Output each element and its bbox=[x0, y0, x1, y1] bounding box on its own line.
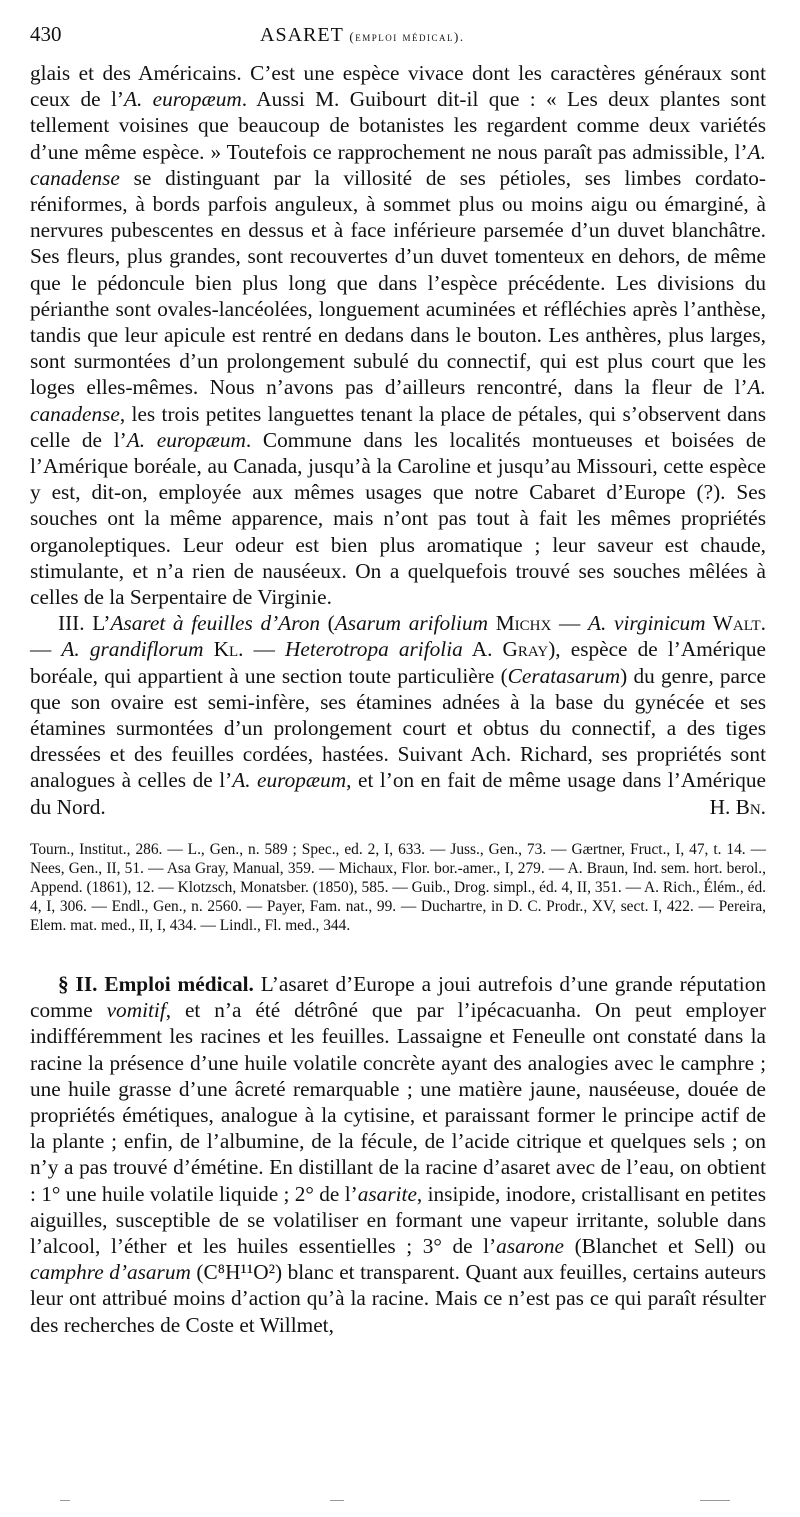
page-number: 430 bbox=[30, 22, 62, 46]
text-run: — bbox=[243, 637, 286, 662]
running-title-sub: (emploi médical). bbox=[349, 29, 465, 44]
taxon-name: Ceratasarum bbox=[507, 663, 621, 688]
author-name: Michx bbox=[488, 611, 552, 636]
text-run: se distinguant par la villosité de ses pétioles, ses limbes cordato-réniformes, à bords parfois anguleux, à sommet plus ou moins aigu ou émarginé, à nervures pubescentes en dessus et à face inférieure parsemée d’un duvet blanchâtre. Ses fleurs, plus grandes, sont recouvertes d’un duvet tomenteux en dehors, de même que le pédoncule bien plus long que dans l’espèce précédente. Les divisions du périanthe sont ovales-lancéolées, longuement acuminées et réfléchies après l’anthèse, tandis que leur apicule est rentré en dedans dans le bouton. Les anthères, plus larges, sont surmontées d’un prolongement subulé du connectif, qui est plus court que les loges elles-mêmes. Nous n’avons pas d’ailleurs rencontré, dans la fleur de l’ bbox=[30, 165, 766, 400]
page-header bbox=[30, 22, 766, 60]
text-run: ), espèce de l’Amérique boréale, qui appartient à une section toute particulière ( bbox=[30, 637, 767, 688]
taxon-name: A. canadense bbox=[30, 375, 766, 426]
running-title bbox=[260, 24, 465, 47]
text-run: ( bbox=[320, 611, 335, 636]
emphasis: asarite bbox=[357, 1181, 417, 1206]
scan-mark bbox=[330, 1500, 344, 1501]
text-run: , insipide, inodore, cristallisant en petites aiguilles, susceptible de se volatiliser en formant une vapeur irritante, soluble dans l’alcool, l’éther et les huiles essentielles ; 3° de l’ bbox=[30, 1181, 766, 1258]
text-run: , et l’on en fait de même usage dans l’Amérique du Nord. bbox=[30, 768, 766, 819]
section-heading: § II. Emploi médical. bbox=[58, 971, 254, 996]
text-run: . Commune dans les localités montueuses et boisées de l’Amérique boréale, au Canada, jusqu’à la Caroline et jusqu’au Missouri, cette espèce y est, dit-on, employée aux mêmes usages que notre Cabaret d’Europe (?). Ses souches ont la même apparence, mais n’ont pas tout à fait les mêmes propriétés organoleptiques. Leur odeur est bien plus aromatique ; leur saveur est chaude, stimulante, et n’a rien de nauséeux. On a quelquefois trouvé ses souches mêlées à celles de la Serpentaire de Virginie. bbox=[30, 427, 766, 610]
taxon-name: Asarum arifolium bbox=[334, 611, 489, 636]
text-run: — bbox=[551, 611, 588, 636]
text-run: (Blanchet et Sell) ou bbox=[564, 1233, 766, 1258]
author-signature: H. Bn. bbox=[709, 794, 766, 819]
text-run: A. bbox=[462, 637, 503, 662]
taxon-name: Heterotropa arifolia bbox=[285, 637, 463, 662]
author-name: Kl. bbox=[203, 637, 244, 662]
section-emploi-medical bbox=[30, 971, 766, 1338]
author-name: Walt. bbox=[705, 611, 766, 636]
bibliography-references: Tourn., Institut., 286. — L., Gen., n. 589 ; Spec., ed. 2, I, 633. — Juss., Gen., 73. — Gærtner, Fruct., I, 47, t. 14. — Nees, Gen., II, 51. — Asa Gray, Manual, 359. — Michaux, Flor. bor.-amer., I, 279. — A. Braun, Ind. sem. hort. berol., Append. (1861), 12. — Klotzsch, Monatsber. (1850), 585. — Guib., Drog. simpl., éd. 4, II, 351. — A. Rich., Élém., éd. 4, I, 306. — Endl., Gen., n. 2560. — Payer, Fam. nat., 99. — Duchartre, in D. C. Prodr., XV, sect. I, 422. — Pereira, Elem. mat. med., II, I, 434. — Lindl., Fl. med., 344. bbox=[30, 840, 766, 934]
text-run: ) du genre, parce que son ovaire est semi-infère, ses étamines adnées à la base du gynécée et ses étamines surmontées d’un prolongement court et obtus du connectif, a des tiges dressées et des feuilles cordées, hastées. Suivant Ach. Richard, ses propriétés sont analogues à celles de l’ bbox=[30, 663, 767, 793]
taxon-name: A. europæum bbox=[232, 768, 347, 793]
text-run: — bbox=[30, 637, 62, 662]
taxon-name: A. europæum bbox=[126, 427, 246, 452]
text-run: . Aussi M. Guibourt dit-il que : « Les deux plantes sont tellement voisines que beaucoup de botanistes les regardent comme deux variétés d’une même espèce. » Toutefois ce rapprochement ne nous paraît pas admissible, l’ bbox=[30, 87, 766, 164]
paragraph-arifolium bbox=[30, 610, 766, 820]
text-run: (C⁸H¹¹O²) blanc et transparent. Quant aux feuilles, certains auteurs leur ont attribué moins d’action qu’à la racine. Mais ce n’est pas ce qui paraît résulter des recherches de Coste et Willmet, bbox=[30, 1260, 766, 1337]
running-title-main: ASARET bbox=[260, 24, 344, 46]
paragraph-canadense bbox=[30, 60, 766, 610]
emphasis: camphre d’asarum bbox=[30, 1260, 191, 1285]
text-run: glais et des Américains. C’est une espèce vivace dont les caractères généraux sont ceux de l’ bbox=[30, 61, 766, 112]
taxon-name: A. europæum bbox=[123, 87, 242, 112]
scan-mark bbox=[60, 1500, 70, 1501]
emphasis: vomitif bbox=[106, 998, 166, 1023]
emphasis: asarone bbox=[496, 1233, 565, 1258]
scan-mark bbox=[700, 1500, 730, 1501]
scan-footer-marks bbox=[0, 1500, 800, 1508]
author-name: Gray bbox=[502, 637, 549, 662]
common-name: Asaret à feuilles d’Aron bbox=[110, 611, 320, 636]
text-run: , et n’a été détrôné que par l’ipécacuanha. On peut employer indifféremment les racines et les feuilles. Lassaigne et Feneulle ont constaté dans la racine la présence d’une huile volatile concrète ayant des analogies avec le camphre ; une huile grasse d’une âcreté remarquable ; une matière jaune, nauséeuse, douée de propriétés émétiques, analogue à la cytisine, et paraissant former le principe actif de la plante ; enfin, de l’albumine, de la fécule, de l’acide citrique et quelques sels ; on n’y a pas trouvé d’émétine. En distillant de la racine d’asaret avec de l’eau, on obtient : 1° une huile volatile liquide ; 2° de l’ bbox=[30, 998, 766, 1206]
text-run: L’asaret d’Europe a joui autrefois d’une grande réputation comme bbox=[30, 971, 767, 1023]
text-run: III. L’ bbox=[58, 611, 111, 636]
taxon-name: A. virginicum bbox=[587, 611, 706, 636]
taxon-name: A. grandiflorum bbox=[61, 637, 204, 662]
text-run: , les trois petites languettes tenant la place de pétales, qui s’observent dans celle de l’ bbox=[30, 401, 766, 452]
taxon-name: A. canadense bbox=[30, 139, 766, 190]
